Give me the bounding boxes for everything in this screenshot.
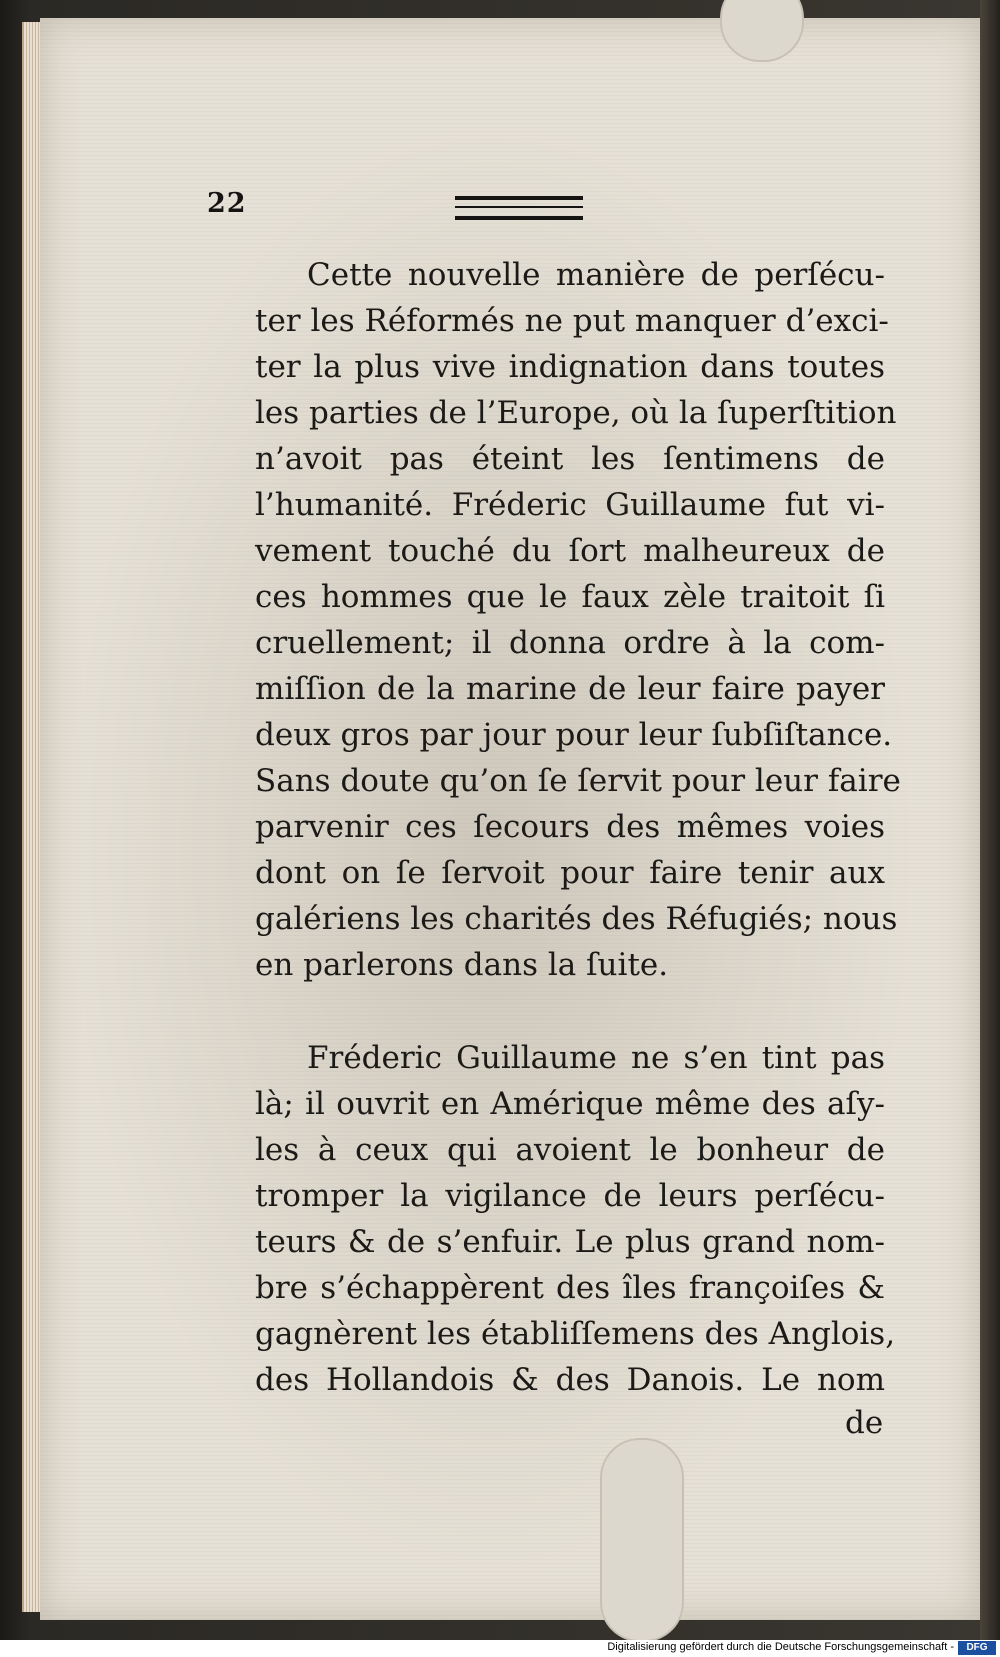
text-line: Sans doute qu’on ſe ſervit pour leur faire [255, 763, 901, 799]
digitization-footer [0, 1640, 1000, 1657]
text-line: l’humanité. Fréderic Guillaume fut vi- [255, 487, 885, 523]
text-line: tromper la vigilance de leurs perſécu- [255, 1178, 885, 1214]
clamp-notch-top [720, 0, 804, 62]
dfg-logo: DFG [958, 1641, 996, 1655]
header-rule-ornament [455, 196, 583, 220]
text-line: vement touché du ſort malheureux de [255, 533, 885, 569]
text-line: galériens les charités des Réfugiés; nous [255, 901, 898, 937]
paragraph-2 [255, 1035, 896, 1403]
text-line: ter les Réformés ne put manquer d’exci- [255, 303, 889, 339]
text-line: ter la plus vive indignation dans toutes [255, 349, 885, 385]
text-line: n’avoit pas éteint les ſentimens de [255, 441, 885, 477]
clamp-notch-bottom [600, 1438, 684, 1642]
text-line: les parties de l’Europe, où la ſuperſtition [255, 395, 897, 431]
text-line: miſſion de la marine de leur faire payer [255, 671, 885, 707]
text-line: Cette nouvelle manière de perſécu- [307, 257, 885, 293]
text-line: teurs & de s’enfuir. Le plus grand nom- [255, 1224, 885, 1260]
text-line: bre s’échappèrent des îles françoiſes & [255, 1270, 885, 1306]
text-line: là; il ouvrit en Amérique même des aſy- [255, 1086, 885, 1122]
text-line: deux gros par jour pour leur ſubſiſtance. [255, 717, 893, 753]
text-line: des Hollandois & des Danois. Le nom [255, 1362, 885, 1398]
paragraph-1 [255, 252, 901, 988]
text-line: Fréderic Guillaume ne s’en tint pas [307, 1040, 885, 1076]
text-line: parvenir ces ſecours des mêmes voies [255, 809, 885, 845]
page-number: 22 [207, 188, 247, 219]
catchword: de [845, 1405, 884, 1441]
book-binding-edge [980, 0, 1000, 1640]
text-line: en parlerons dans la ſuite. [255, 947, 669, 983]
funding-credit: Digitalisierung gefördert durch die Deutsche Forschungsgemeinschaft - [607, 1641, 954, 1653]
text-line: gagnèrent les établiſſemens des Anglois, [255, 1316, 896, 1352]
text-line: ces hommes que le faux zèle traitoit ſi [255, 579, 885, 615]
text-line: dont on ſe ſervoit pour faire tenir aux [255, 855, 885, 891]
text-line: les à ceux qui avoient le bonheur de [255, 1132, 885, 1168]
text-line: cruellement; il donna ordre à la com- [255, 625, 885, 661]
